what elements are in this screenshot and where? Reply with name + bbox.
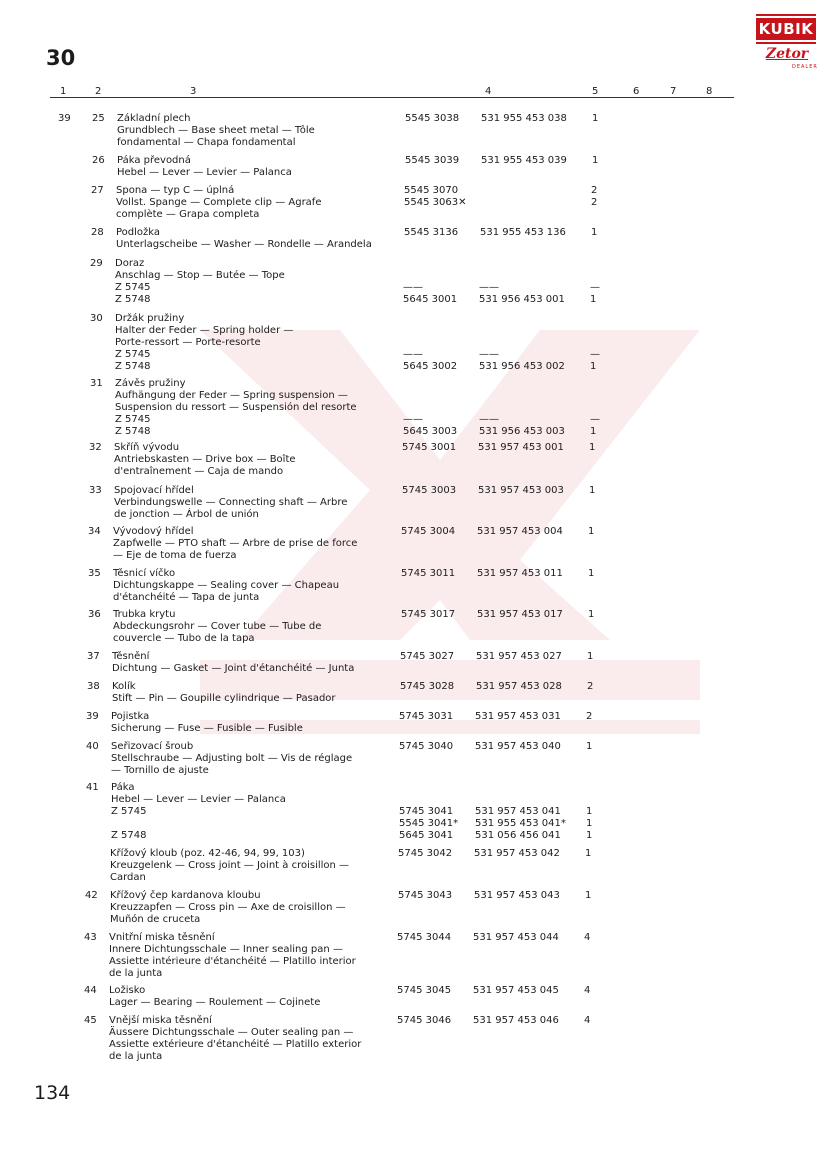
column-header-4: 4 bbox=[485, 86, 492, 97]
part-number: 5545 3136 bbox=[404, 227, 459, 238]
quantity: 1 bbox=[590, 361, 597, 372]
catalog-number: 531 957 453 031 bbox=[475, 711, 561, 722]
description-line: Skříň vývodu bbox=[114, 442, 180, 453]
description-line: Kreuzzapfen — Cross pin — Axe de croisillon — bbox=[110, 902, 346, 913]
description-line: de la junta bbox=[109, 1051, 163, 1062]
header-rule bbox=[50, 97, 734, 98]
description-line: Z 5748 bbox=[111, 830, 147, 841]
quantity: — bbox=[590, 414, 600, 425]
description-line: Páka převodná bbox=[117, 155, 191, 166]
description-line: Základní plech bbox=[117, 113, 191, 124]
quantity: 1 bbox=[590, 294, 597, 305]
part-number: 5745 3041 bbox=[399, 806, 454, 817]
column-header-2: 2 bbox=[95, 86, 102, 97]
catalog-number: 531 957 453 003 bbox=[478, 485, 564, 496]
catalog-number: —— bbox=[479, 349, 499, 360]
quantity: 4 bbox=[584, 985, 591, 996]
quantity: 1 bbox=[586, 830, 593, 841]
description-line: Lager — Bearing — Roulement — Cojinete bbox=[109, 997, 321, 1008]
part-number: 5745 3044 bbox=[397, 932, 452, 943]
catalog-number: 531 957 453 027 bbox=[476, 651, 562, 662]
item-number: 26 bbox=[92, 155, 105, 166]
description-line: Stellschraube — Adjusting bolt — Vis de réglage bbox=[111, 753, 353, 764]
catalog-number: 531 957 453 043 bbox=[474, 890, 560, 901]
description-line: Hebel — Lever — Levier — Palanca bbox=[117, 167, 292, 178]
part-number: 5745 3001 bbox=[402, 442, 457, 453]
item-number: 41 bbox=[86, 782, 99, 793]
description-line: complète — Grapa completa bbox=[116, 209, 260, 220]
description-line: Kreuzgelenk — Cross joint — Joint à croisillon — bbox=[110, 860, 350, 871]
description-line: Držák pružiny bbox=[115, 313, 185, 324]
description-line: Z 5748 bbox=[115, 361, 151, 372]
column-header-8: 8 bbox=[706, 86, 713, 97]
part-number: 5645 3001 bbox=[403, 294, 458, 305]
description-line: Z 5745 bbox=[115, 282, 151, 293]
catalog-number: 531 955 453 136 bbox=[480, 227, 566, 238]
item-number: 42 bbox=[85, 890, 98, 901]
description-line: Křížový čep kardanova kloubu bbox=[110, 890, 261, 901]
description-line: Antriebskasten — Drive box — Boîte bbox=[114, 454, 296, 465]
item-number: 38 bbox=[87, 681, 100, 692]
item-number: 44 bbox=[84, 985, 97, 996]
quantity: 2 bbox=[591, 185, 598, 196]
catalog-number: 531 956 453 002 bbox=[479, 361, 565, 372]
part-number: 5745 3045 bbox=[397, 985, 452, 996]
part-number: 5645 3002 bbox=[403, 361, 458, 372]
description-line: Spona — typ C — úplná bbox=[116, 185, 235, 196]
part-number: 5745 3043 bbox=[398, 890, 453, 901]
description-line: Verbindungswelle — Connecting shaft — Arbre bbox=[114, 497, 348, 508]
part-number: 5645 3041 bbox=[399, 830, 454, 841]
quantity: 1 bbox=[585, 848, 592, 859]
description-line: Pojistka bbox=[111, 711, 150, 722]
description-line: Z 5748 bbox=[115, 426, 151, 437]
catalog-number: 531 957 453 001 bbox=[478, 442, 564, 453]
catalog-number: 531 955 453 039 bbox=[481, 155, 567, 166]
quantity: 1 bbox=[592, 113, 599, 124]
description-line: Vnější miska těsnění bbox=[109, 1015, 212, 1026]
catalog-number: 531 957 453 046 bbox=[473, 1015, 559, 1026]
column-header-6: 6 bbox=[633, 86, 640, 97]
description-line: — Eje de toma de fuerza bbox=[113, 550, 237, 561]
description-line: couvercle — Tubo de la tapa bbox=[113, 633, 255, 644]
quantity: 1 bbox=[592, 155, 599, 166]
description-line: Doraz bbox=[115, 258, 145, 269]
description-line: Suspension du ressort — Suspensión del resorte bbox=[115, 402, 357, 413]
description-line: Z 5748 bbox=[115, 294, 151, 305]
catalog-number: 531 056 456 041 bbox=[475, 830, 561, 841]
description-line: d'étanchéité — Tapa de junta bbox=[113, 592, 260, 603]
description-line: Trubka krytu bbox=[113, 609, 176, 620]
description-line: Stift — Pin — Goupille cylindrique — Pasador bbox=[112, 693, 336, 704]
description-line: Křížový kloub (poz. 42-46, 94, 99, 103) bbox=[110, 848, 305, 859]
part-number: 5745 3028 bbox=[400, 681, 455, 692]
section-number: 30 bbox=[46, 46, 76, 70]
description-line: Z 5745 bbox=[111, 806, 147, 817]
description-line: Kolík bbox=[112, 681, 136, 692]
item-number: 29 bbox=[90, 258, 103, 269]
description-line: Porte-ressort — Porte-resorte bbox=[115, 337, 261, 348]
column-header-3: 3 bbox=[190, 86, 197, 97]
part-number: 5745 3046 bbox=[397, 1015, 452, 1026]
description-line: Cardan bbox=[110, 872, 146, 883]
column-header-1: 1 bbox=[60, 86, 67, 97]
part-number: 5545 3038 bbox=[405, 113, 460, 124]
description-line: Sicherung — Fuse — Fusible — Fusible bbox=[111, 723, 303, 734]
catalog-number: 531 957 453 004 bbox=[477, 526, 563, 537]
item-number: 32 bbox=[89, 442, 102, 453]
part-number: 5745 3042 bbox=[398, 848, 453, 859]
column-header-7: 7 bbox=[670, 86, 677, 97]
quantity: — bbox=[590, 349, 600, 360]
description-line: Z 5745 bbox=[115, 414, 151, 425]
item-number: 36 bbox=[88, 609, 101, 620]
description-line: Grundblech — Base sheet metal — Tôle bbox=[117, 125, 315, 136]
description-line: Äussere Dichtungsschale — Outer sealing pan — bbox=[109, 1027, 354, 1038]
quantity: 1 bbox=[591, 227, 598, 238]
catalog-number: 531 957 453 028 bbox=[476, 681, 562, 692]
part-number: 5745 3011 bbox=[401, 568, 456, 579]
catalog-number: 531 956 453 001 bbox=[479, 294, 565, 305]
description-line: Unterlagscheibe — Washer — Rondelle — Arandela bbox=[116, 239, 372, 250]
description-line: Dichtung — Gasket — Joint d'étanchéité — Junta bbox=[112, 663, 355, 674]
description-line: Vývodový hřídel bbox=[113, 526, 194, 537]
quantity: 1 bbox=[586, 806, 593, 817]
part-number: 5745 3004 bbox=[401, 526, 456, 537]
catalog-number: 531 955 453 038 bbox=[481, 113, 567, 124]
description-line: de jonction — Árbol de unión bbox=[114, 509, 259, 520]
item-number: 30 bbox=[90, 313, 103, 324]
quantity: 2 bbox=[591, 197, 598, 208]
part-number: 5545 3041* bbox=[399, 818, 459, 829]
item-number: 33 bbox=[89, 485, 102, 496]
description-line: Seřizovací šroub bbox=[111, 741, 194, 752]
item-number: 25 bbox=[92, 113, 105, 124]
part-number: 5545 3070 bbox=[404, 185, 459, 196]
description-line: Vollst. Spange — Complete clip — Agrafe bbox=[116, 197, 322, 208]
item-number: 35 bbox=[88, 568, 101, 579]
part-number: 5645 3003 bbox=[403, 426, 458, 437]
description-line: Innere Dichtungsschale — Inner sealing pan — bbox=[109, 944, 343, 955]
zetor-logo-text: Zetor bbox=[765, 46, 809, 62]
quantity: 1 bbox=[586, 818, 593, 829]
quantity: 1 bbox=[589, 442, 596, 453]
catalog-number: —— bbox=[479, 282, 499, 293]
description-line: Zapfwelle — PTO shaft — Arbre de prise de force bbox=[113, 538, 358, 549]
part-number: 5745 3003 bbox=[402, 485, 457, 496]
quantity: 1 bbox=[588, 526, 595, 537]
description-line: Spojovací hřídel bbox=[114, 485, 194, 496]
catalog-number: —— bbox=[479, 414, 499, 425]
description-line: Těsnicí víčko bbox=[113, 568, 176, 579]
catalog-number: 531 957 453 041 bbox=[475, 806, 561, 817]
part-number: 5545 3039 bbox=[405, 155, 460, 166]
catalog-number: 531 957 453 017 bbox=[477, 609, 563, 620]
description-line: Assiette intérieure d'étanchéité — Platillo interior bbox=[109, 956, 356, 967]
description-line: d'entraînement — Caja de mando bbox=[114, 466, 284, 477]
description-line: Aufhängung der Feder — Spring suspension — bbox=[115, 390, 348, 401]
description-line: Muñón de cruceta bbox=[110, 914, 201, 925]
part-number: —— bbox=[403, 414, 423, 425]
description-line: Těsnění bbox=[112, 651, 150, 662]
item-number: 34 bbox=[88, 526, 101, 537]
quantity: — bbox=[590, 282, 600, 293]
item-number: 45 bbox=[84, 1015, 97, 1026]
catalog-number: 531 956 453 003 bbox=[479, 426, 565, 437]
part-number: 5745 3017 bbox=[401, 609, 456, 620]
description-line: Assiette extérieure d'étanchéité — Platillo exterior bbox=[109, 1039, 362, 1050]
catalog-number: 531 957 453 011 bbox=[477, 568, 563, 579]
item-number: 37 bbox=[87, 651, 100, 662]
description-line: Abdeckungsrohr — Cover tube — Tube de bbox=[113, 621, 322, 632]
part-number: —— bbox=[403, 282, 423, 293]
description-line: fondamental — Chapa fondamental bbox=[117, 137, 296, 148]
description-line: Páka bbox=[111, 782, 135, 793]
kubik-logo-text: KUBIK bbox=[756, 18, 816, 40]
part-number: 5745 3027 bbox=[400, 651, 455, 662]
description-line: Podložka bbox=[116, 227, 161, 238]
description-line: Anschlag — Stop — Butée — Tope bbox=[115, 270, 285, 281]
quantity: 2 bbox=[587, 681, 594, 692]
description-line: Dichtungskappe — Sealing cover — Chapeau bbox=[113, 580, 340, 591]
item-number: 40 bbox=[86, 741, 99, 752]
column-header-5: 5 bbox=[592, 86, 599, 97]
quantity: 1 bbox=[588, 609, 595, 620]
quantity: 1 bbox=[589, 485, 596, 496]
description-line: Z 5745 bbox=[115, 349, 151, 360]
description-line: Hebel — Lever — Levier — Palanca bbox=[111, 794, 286, 805]
catalog-number: 531 955 453 041* bbox=[475, 818, 566, 829]
description-line: Halter der Feder — Spring holder — bbox=[115, 325, 294, 336]
item-number: 31 bbox=[90, 378, 103, 389]
quantity: 1 bbox=[586, 741, 593, 752]
part-number: 5545 3063✕ bbox=[404, 197, 467, 208]
quantity: 1 bbox=[588, 568, 595, 579]
quantity: 2 bbox=[586, 711, 593, 722]
item-number: 28 bbox=[91, 227, 104, 238]
position-number: 39 bbox=[58, 113, 71, 124]
quantity: 1 bbox=[587, 651, 594, 662]
description-line: Ložisko bbox=[109, 985, 146, 996]
part-number: —— bbox=[403, 349, 423, 360]
quantity: 4 bbox=[584, 1015, 591, 1026]
item-number: 27 bbox=[91, 185, 104, 196]
description-line: — Tornillo de ajuste bbox=[111, 765, 209, 776]
catalog-number: 531 957 453 040 bbox=[475, 741, 561, 752]
catalog-number: 531 957 453 045 bbox=[473, 985, 559, 996]
part-number: 5745 3040 bbox=[399, 741, 454, 752]
item-number: 39 bbox=[86, 711, 99, 722]
quantity: 1 bbox=[585, 890, 592, 901]
part-number: 5745 3031 bbox=[399, 711, 454, 722]
catalog-number: 531 957 453 044 bbox=[473, 932, 559, 943]
description-line: Závěs pružiny bbox=[115, 378, 186, 389]
quantity: 1 bbox=[590, 426, 597, 437]
catalog-number: 531 957 453 042 bbox=[474, 848, 560, 859]
quantity: 4 bbox=[584, 932, 591, 943]
description-line: de la junta bbox=[109, 968, 163, 979]
page-number: 134 bbox=[34, 1082, 71, 1104]
kubik-zetor-logo bbox=[756, 14, 818, 70]
description-line: Vnitřní miska těsnění bbox=[109, 932, 215, 943]
dealer-logo-text: DEALER bbox=[792, 64, 818, 70]
item-number: 43 bbox=[84, 932, 97, 943]
